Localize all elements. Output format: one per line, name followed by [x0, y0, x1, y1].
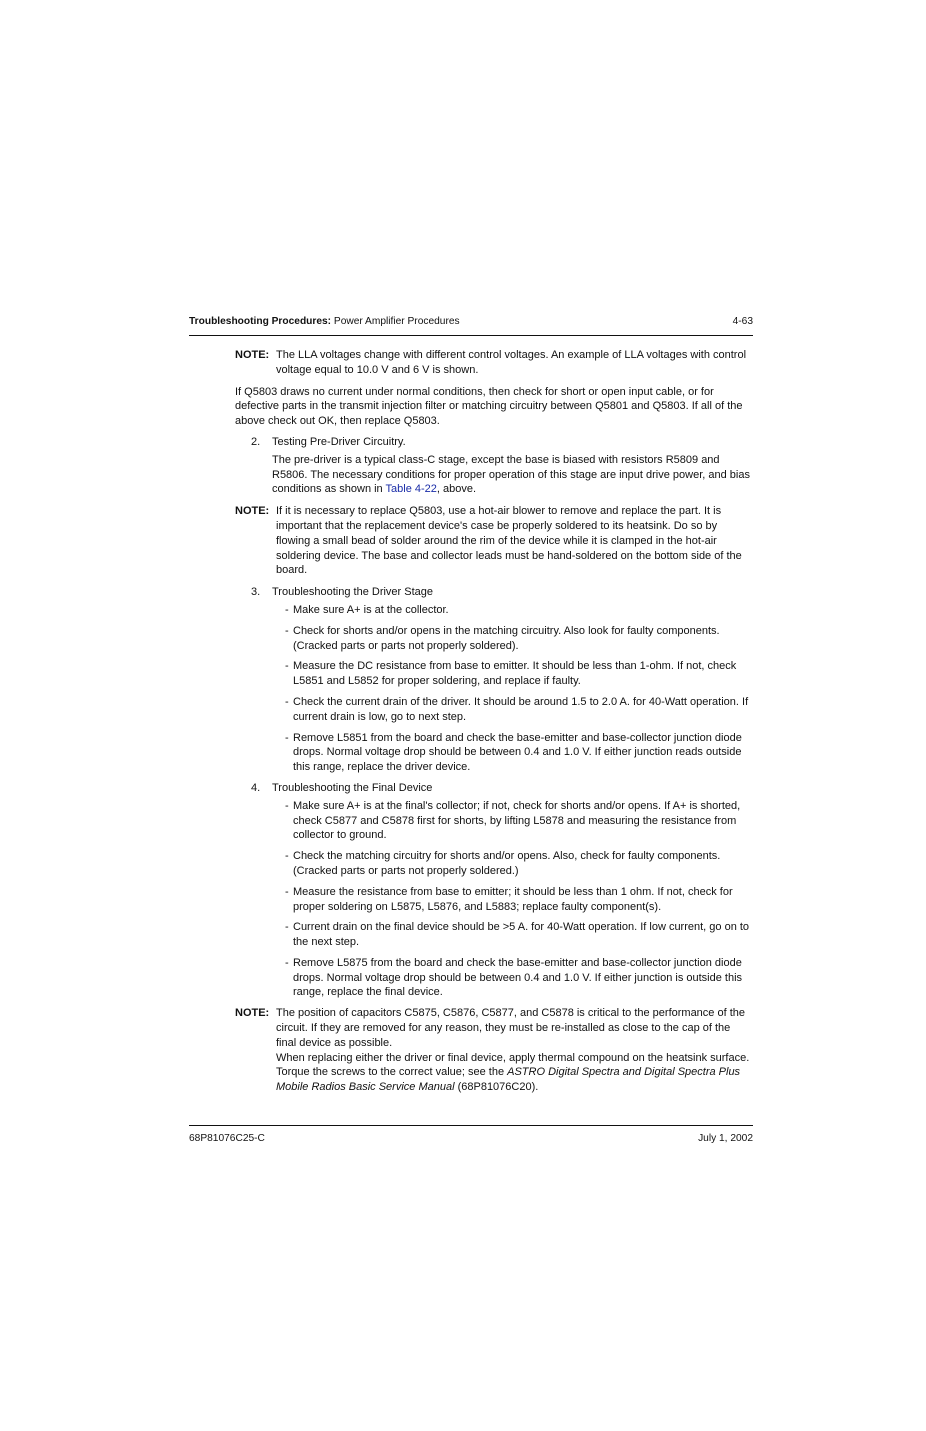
- step-number: 4.: [251, 781, 261, 794]
- note-hot-air: [235, 504, 753, 578]
- note-torque-pre: When replacing either the driver or final device, apply thermal compound on the heatsink surface. Torque the screws to the correct value; see the: [276, 1051, 750, 1079]
- dash-marker: -: [285, 956, 289, 969]
- step-4-bullets: [285, 799, 753, 1001]
- page-body: [235, 348, 753, 1102]
- note-label: NOTE:: [235, 505, 270, 518]
- header-rule: [189, 335, 753, 336]
- list-item-text: Check the current drain of the driver. It should be around 1.5 to 2.0 A. for 40-Watt operation. If current drain is low, go to next step.: [293, 695, 749, 723]
- list-item: [285, 624, 753, 654]
- paragraph-q5803: If Q5803 draws no current under normal conditions, then check for short or open input cable, or for defective parts in the transmit injection filter or matching circuitry between Q5801 and Q5803. If all of the above check out OK, then replace Q5803.: [235, 385, 743, 428]
- dash-marker: -: [285, 624, 289, 637]
- list-item: [285, 603, 753, 618]
- step-2: [251, 435, 753, 450]
- list-item: [285, 799, 753, 843]
- list-item-text: Measure the DC resistance from base to emitter. It should be less than 1-ohm. If not, check L5851 and L5852 for proper soldering, and replace if faulty.: [293, 660, 737, 688]
- step-2-body: [272, 453, 753, 497]
- dash-marker: -: [285, 885, 289, 898]
- step-title: Troubleshooting the Driver Stage: [272, 586, 434, 599]
- list-item-text: Measure the resistance from base to emitter; it should be less than 1 ohm. If not, check for proper soldering on L5875, L5876, and L5883; replace faulty component(s).: [293, 885, 733, 913]
- note-torque-text: [276, 1051, 753, 1095]
- note-lla-voltages: [235, 348, 753, 378]
- note-label: NOTE:: [235, 349, 270, 361]
- step-3-bullets: [285, 603, 753, 775]
- note-torque-post: (68P81076C20).: [454, 1081, 539, 1094]
- publish-date: July 1, 2002: [698, 1133, 753, 1144]
- dash-marker: -: [285, 603, 289, 616]
- list-item: [285, 920, 753, 950]
- page-footer: [189, 1133, 753, 1144]
- step-number: 2.: [251, 435, 261, 448]
- dash-marker: -: [285, 850, 289, 863]
- dash-marker: -: [285, 799, 289, 812]
- dash-marker: -: [285, 660, 289, 673]
- list-item-text: Remove L5851 from the board and check the base-emitter and base-collector junction diode drops. Normal voltage drop should be between 0.4 and 1.0 V. If either junction reads outside this range, replace the driver device.: [293, 731, 742, 774]
- footer-rule: [189, 1125, 753, 1126]
- note-text: [276, 1006, 753, 1095]
- step-number: 3.: [251, 586, 261, 599]
- list-item: [285, 695, 753, 725]
- step-4: [251, 781, 753, 796]
- step-title: Troubleshooting the Final Device: [272, 781, 433, 794]
- note-capacitor-text: The position of capacitors C5875, C5876, C5877, and C5878 is critical to the performance of the circuit. If they are removed for any reason, they must be re-installed as close to the cap of the final device as possible.: [276, 1007, 745, 1049]
- manual-title: ASTRO Digital Spectra and Digital Spectra Plus Mobile Radios Basic Service Manual: [276, 1066, 741, 1094]
- list-item: [285, 731, 753, 775]
- step-2-text: The pre-driver is a typical class-C stage, except the base is biased with resistors R5809 and R5806. The necessary conditions for proper operation of this stage are input drive power, and bias conditions as shown in: [272, 453, 750, 496]
- list-item-text: Current drain on the final device should be >5 A. for 40-Watt operation. If low current, go on to the next step.: [293, 921, 750, 949]
- step-title: Testing Pre-Driver Circuitry.: [272, 435, 406, 448]
- list-item-text: Check the matching circuitry for shorts and/or opens. Also, check for faulty components. (Cracked parts or parts not properly soldered.): [293, 850, 721, 877]
- list-item: [285, 885, 753, 915]
- note-text: The LLA voltages change with different control voltages. An example of LLA voltages with control voltage equal to 10.0 V and 6 V is shown.: [276, 349, 747, 376]
- note-text: If it is necessary to replace Q5803, use a hot-air blower to remove and replace the part. It is important that the replacement device's case be properly soldered to its heatsink. Do so by flowing a small bead of solder around the rim of the device while it is clamped in the hot-air soldering device. The base and collector leads must be hand-soldered on the bottom side of the board.: [276, 505, 742, 577]
- note-label: NOTE:: [235, 1007, 270, 1020]
- table-link[interactable]: Table 4-22: [385, 483, 437, 496]
- page-number: 4-63: [732, 316, 753, 327]
- list-item: [285, 956, 753, 1000]
- dash-marker: -: [285, 921, 289, 934]
- list-item-text: Check for shorts and/or opens in the matching circuitry. Also look for faulty components. (Cracked parts or parts not properly soldered).: [293, 624, 720, 652]
- note-capacitors: [235, 1006, 753, 1095]
- page-header: [189, 316, 753, 327]
- list-item: [285, 659, 753, 689]
- header-section-lead: Troubleshooting Procedures:: [189, 316, 332, 327]
- list-item-text: Make sure A+ is at the final's collector; if not, check for shorts and/or opens. If A+ is shorted, check C5877 and C5878 first for shorts, by lifting L5878 and measuring the resistance from collector to ground.: [293, 799, 741, 842]
- dash-marker: -: [285, 731, 289, 744]
- dash-marker: -: [285, 695, 289, 708]
- header-section-title: Power Amplifier Procedures: [331, 316, 460, 327]
- list-item-text: Make sure A+ is at the collector.: [293, 603, 449, 616]
- list-item-text: Remove L5875 from the board and check the base-emitter and base-collector junction diode drops. Normal voltage drop should be between 0.4 and 1.0 V. If either junction is outside this range, replace the final device.: [293, 956, 743, 999]
- doc-number: 68P81076C25-C: [189, 1133, 265, 1144]
- step-2-text-end: , above.: [436, 483, 477, 496]
- step-3: [251, 585, 753, 600]
- list-item: [285, 849, 753, 879]
